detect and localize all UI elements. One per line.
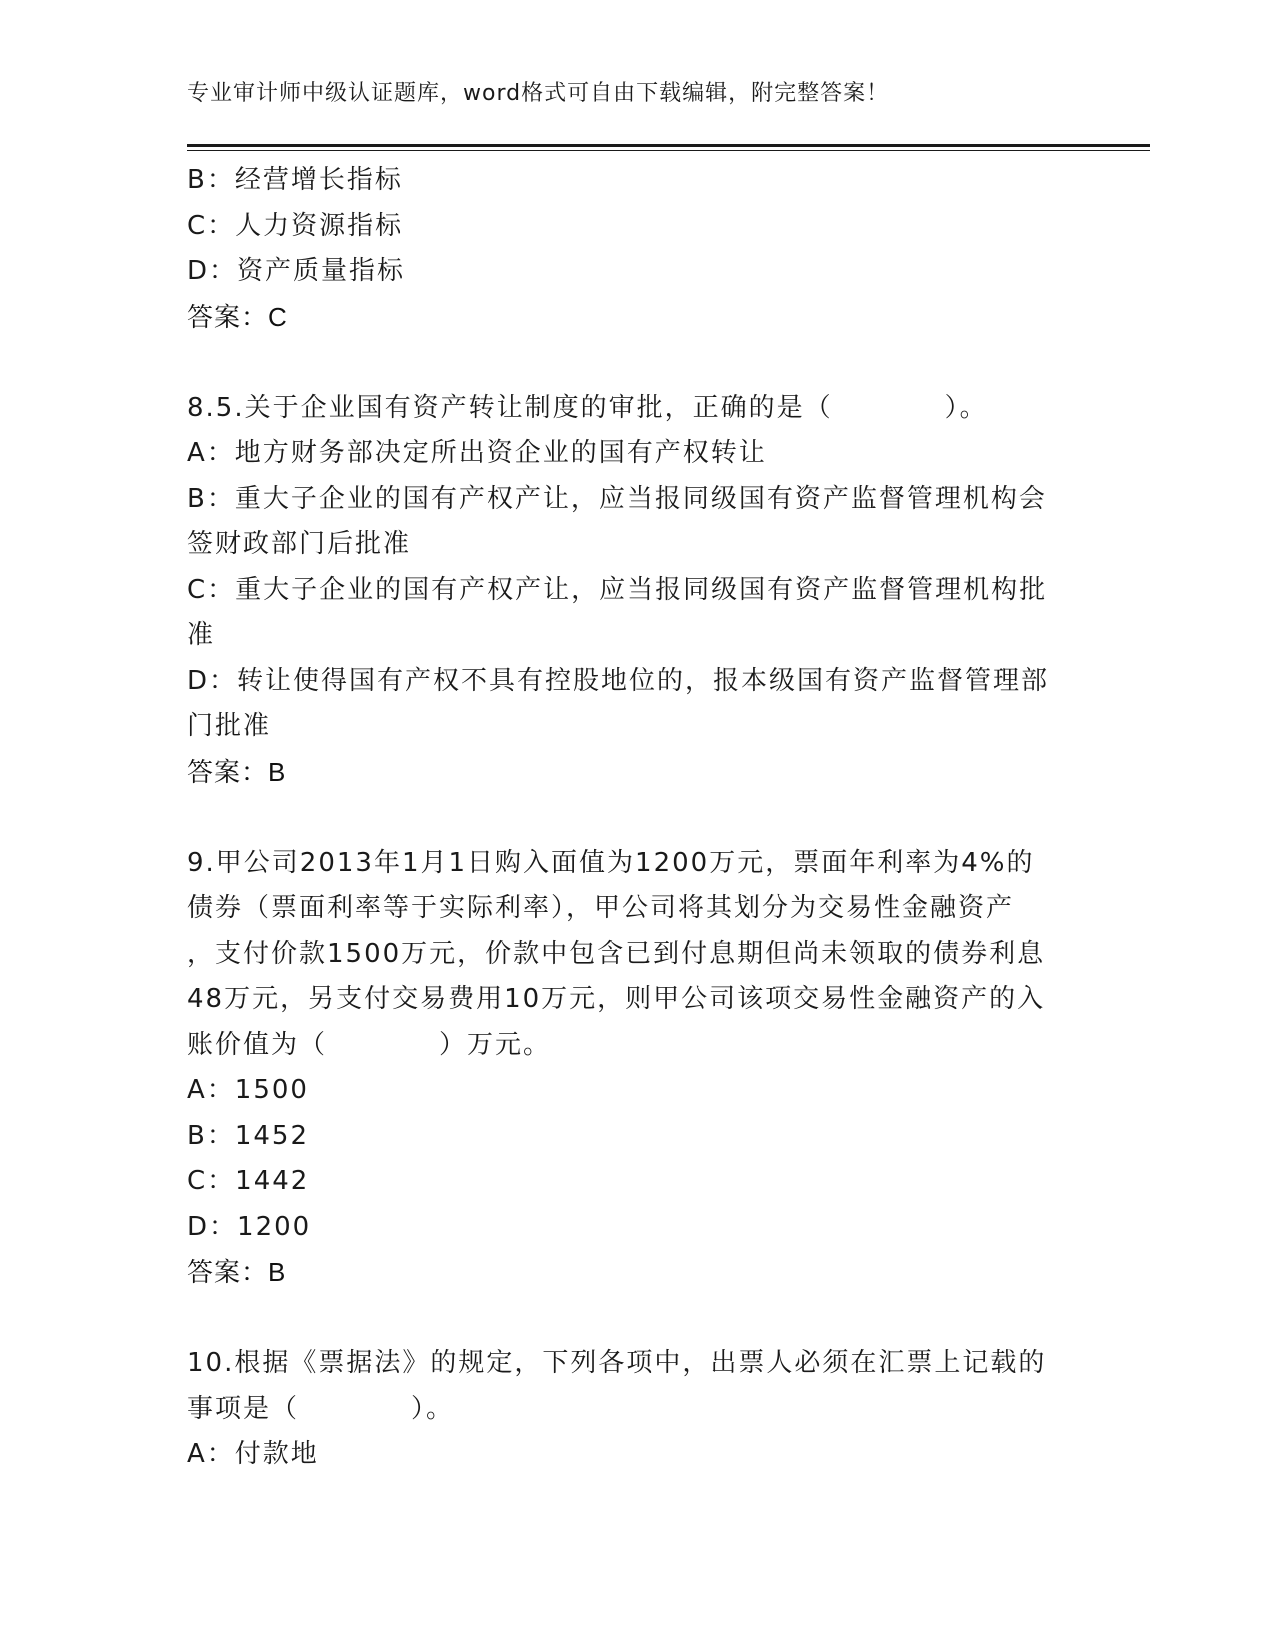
q9-question-line: 9.甲公司2013年1月1日购入面值为1200万元，票面年利率为4%的 <box>187 847 1035 878</box>
page-header: 专业审计师中级认证题库，word格式可自由下载编辑，附完整答案！ <box>187 81 890 106</box>
spacer <box>187 340 1087 386</box>
q9-question-line: 债券（票面利率等于实际利率），甲公司将其划分为交易性金融资产 <box>187 893 1015 923</box>
header-rule-thick <box>187 144 1150 147</box>
q8-answer: 答案：B <box>187 756 287 787</box>
q9-option-d: D：1200 <box>187 1211 312 1242</box>
spacer <box>187 1296 1087 1342</box>
q7-option-d: D：资产质量指标 <box>187 256 406 286</box>
q9-question-line: 48万元，另支付交易费用10万元，则甲公司该项交易性金融资产的入 <box>187 984 1046 1014</box>
q8-option-b-continued: 签财政部门后批准 <box>187 529 412 559</box>
q7-option-b: B：经营增长指标 <box>187 165 403 195</box>
question-7 <box>187 158 1087 340</box>
q8-option-c: C：重大子企业的国有产权产让，应当报同级国有资产监督管理机构批 <box>187 574 1048 605</box>
q9-question-line: ，支付价款1500万元，价款中包含已到付息期但尚未领取的债券利息 <box>187 938 1046 969</box>
question-8 <box>187 386 1087 796</box>
q8-option-d-continued: 门批准 <box>187 711 272 741</box>
q9-option-c: C：1442 <box>187 1166 310 1196</box>
q9-option-a: A：1500 <box>187 1075 309 1105</box>
q9-answer: 答案：B <box>187 1257 287 1287</box>
q7-option-c: C：人力资源指标 <box>187 210 404 241</box>
q8-option-d: D：转让使得国有产权不具有控股地位的，报本级国有资产监督管理部 <box>187 665 1050 696</box>
q9-question-line: 账价值为（ ）万元。 <box>187 1029 552 1060</box>
q10-option-a: A：付款地 <box>187 1439 319 1469</box>
header-rule-thin <box>187 150 1150 151</box>
spacer <box>187 795 1087 841</box>
q8-question-line: 8.5.关于企业国有资产转让制度的审批，正确的是（ ）。 <box>187 392 988 423</box>
document-body <box>187 158 1087 1478</box>
question-9 <box>187 841 1087 1296</box>
q8-option-b: B：重大子企业的国有产权产让，应当报同级国有资产监督管理机构会 <box>187 483 1047 514</box>
question-10 <box>187 1341 1087 1478</box>
q10-question-line: 10.根据《票据法》的规定，下列各项中，出票人必须在汇票上记载的 <box>187 1348 1047 1378</box>
q7-answer: 答案：C <box>187 301 288 332</box>
q8-option-a: A：地方财务部决定所出资企业的国有产权转让 <box>187 438 767 468</box>
q9-option-b: B：1452 <box>187 1120 310 1151</box>
q8-option-c-continued: 准 <box>187 620 216 650</box>
q10-question-line: 事项是（ ）。 <box>187 1393 455 1424</box>
